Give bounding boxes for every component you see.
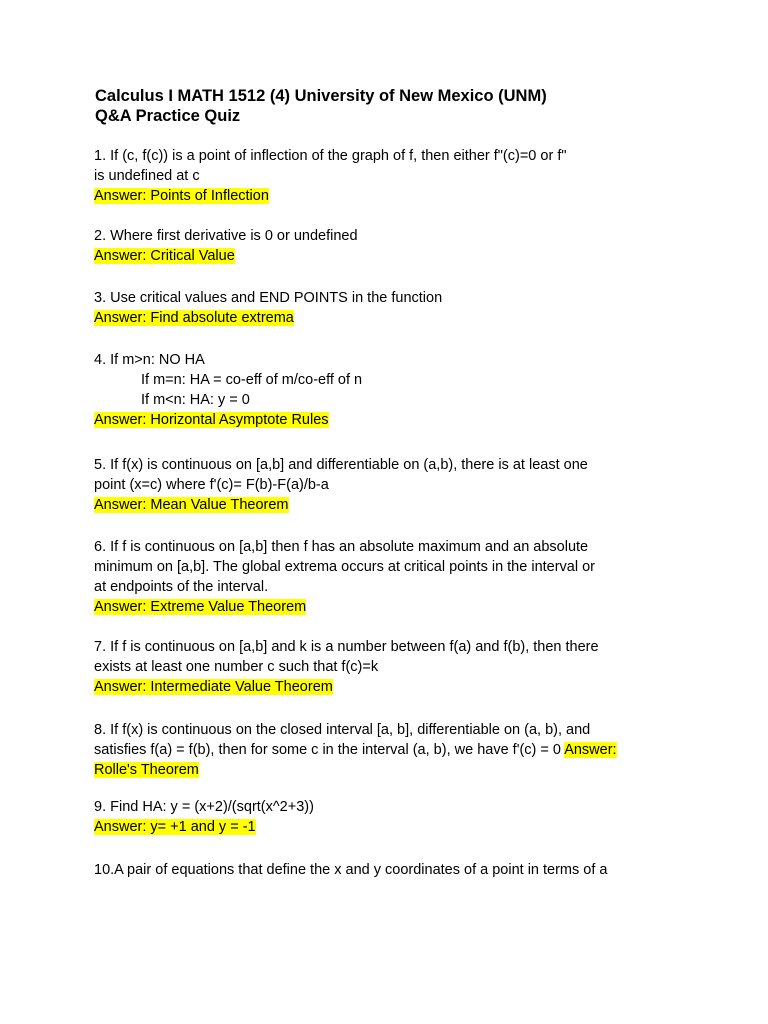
question-10 (94, 860, 664, 880)
question-4-line-3: If m<n: HA: y = 0 (141, 392, 250, 408)
question-6-line-2: minimum on [a,b]. The global extrema occurs at critical points in the interval or (94, 559, 596, 575)
question-3 (94, 288, 664, 328)
question-5 (94, 455, 664, 515)
question-6 (94, 537, 664, 617)
answer-8: Rolle's Theorem (94, 762, 199, 778)
question-9-line-1: 9. Find HA: y = (x+2)/(sqrt(x^2+3)) (94, 799, 314, 815)
title-line-2: Q&A Practice Quiz (95, 107, 241, 125)
answer-2: Answer: Critical Value (94, 248, 235, 264)
question-8-line-2: satisfies f(a) = f(b), then for some c in the interval (a, b), we have f'(c) = 0 (94, 742, 561, 758)
question-9 (94, 797, 664, 837)
title-line-1: Calculus I MATH 1512 (4) University of New Mexico (UNM) (95, 87, 547, 105)
question-8 (94, 720, 664, 780)
question-2 (94, 226, 664, 266)
question-1 (94, 146, 664, 206)
question-4 (94, 350, 664, 430)
question-6-line-1: 6. If f is continuous on [a,b] then f has an absolute maximum and an absolute (94, 539, 589, 555)
question-4-line-2: If m=n: HA = co-eff of m/co-eff of n (141, 372, 363, 388)
answer-6: Answer: Extreme Value Theorem (94, 599, 307, 615)
question-6-line-3: at endpoints of the interval. (94, 579, 269, 595)
document-title (95, 86, 695, 126)
question-5-line-1: 5. If f(x) is continuous on [a,b] and differentiable on (a,b), there is at least one (94, 457, 588, 473)
answer-8-label: Answer: (564, 742, 617, 758)
answer-7: Answer: Intermediate Value Theorem (94, 679, 333, 695)
answer-4: Answer: Horizontal Asymptote Rules (94, 412, 329, 428)
question-1-line-1: 1. If (c, f(c)) is a point of inflection of the graph of f, then either f"(c)=0 or f" (94, 148, 567, 164)
question-7 (94, 637, 664, 697)
answer-3: Answer: Find absolute extrema (94, 310, 294, 326)
question-1-line-2: is undefined at c (94, 168, 200, 184)
answer-9: Answer: y= +1 and y = -1 (94, 819, 256, 835)
question-7-line-2: exists at least one number c such that f(c)=k (94, 659, 379, 675)
question-8-line-1: 8. If f(x) is continuous on the closed interval [a, b], differentiable on (a, b), and (94, 722, 591, 738)
answer-1: Answer: Points of Inflection (94, 188, 269, 204)
question-7-line-1: 7. If f is continuous on [a,b] and k is a number between f(a) and f(b), then there (94, 639, 599, 655)
question-5-line-2: point (x=c) where f'(c)= F(b)-F(a)/b-a (94, 477, 329, 493)
answer-5: Answer: Mean Value Theorem (94, 497, 289, 513)
question-4-line-1: 4. If m>n: NO HA (94, 352, 205, 368)
question-2-line-1: 2. Where first derivative is 0 or undefined (94, 228, 358, 244)
question-3-line-1: 3. Use critical values and END POINTS in the function (94, 290, 443, 306)
question-10-line-1: 10.A pair of equations that define the x and y coordinates of a point in terms of a (94, 862, 608, 878)
